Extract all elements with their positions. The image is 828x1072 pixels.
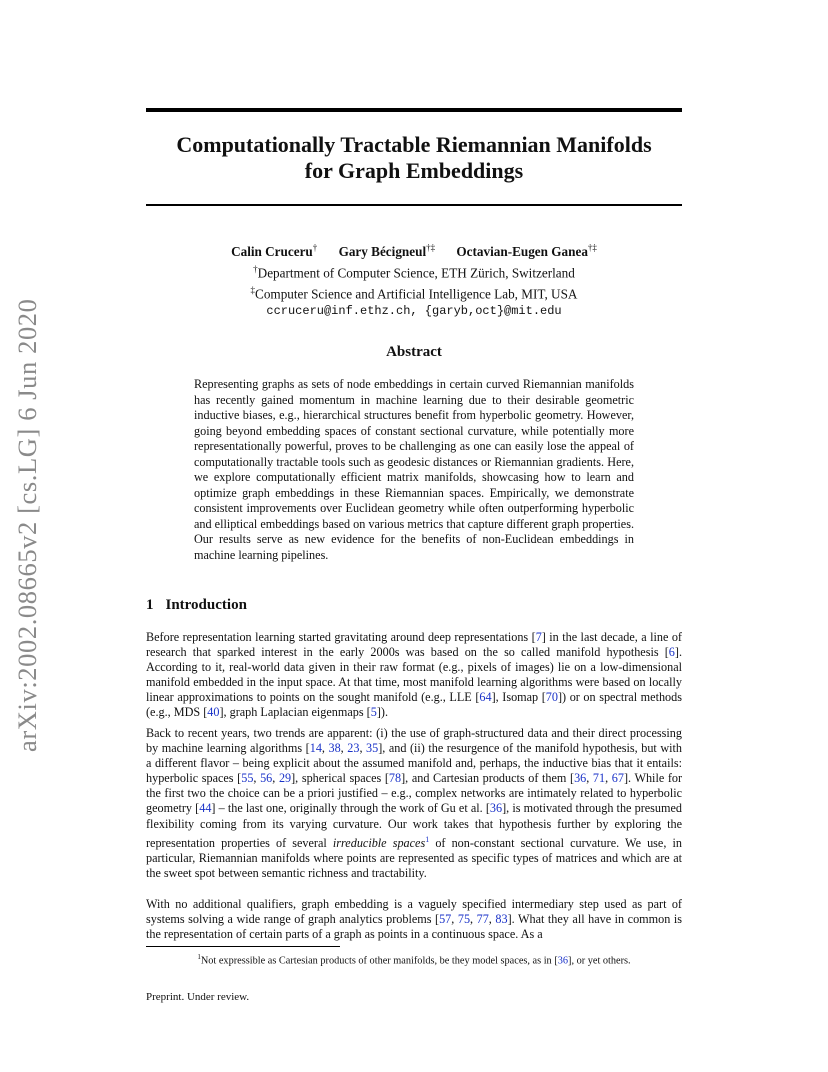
section-number: 1: [146, 597, 154, 613]
affiliation-2: ‡Computer Science and Artificial Intelligence Lab, MIT, USA: [250, 284, 578, 302]
footnote-marker[interactable]: 1: [425, 834, 430, 844]
author-2: Gary Bécigneul†‡: [338, 243, 436, 260]
citation-link[interactable]: 7: [535, 630, 542, 644]
citation-link[interactable]: 67: [611, 771, 624, 786]
citation-link[interactable]: 44: [199, 801, 212, 816]
citation-link[interactable]: 83: [495, 912, 508, 927]
citation-link[interactable]: 36: [574, 771, 587, 786]
affiliation-1: †Department of Computer Science, ETH Zürich, Switzerland: [253, 263, 575, 281]
citation-link[interactable]: 40: [207, 705, 220, 720]
author-1: Calin Cruceru†: [231, 243, 318, 260]
citation-link[interactable]: 5: [370, 705, 377, 720]
author-block: [146, 240, 682, 319]
citation-link[interactable]: 56: [260, 771, 273, 786]
citation-link[interactable]: 23: [347, 741, 360, 756]
emphasis-irreducible-spaces: irreducible spaces: [332, 835, 426, 850]
author-emails: ccruceru@inf.ethz.ch, {garyb,oct}@mit.edu: [266, 303, 562, 318]
citation-link[interactable]: 14: [309, 741, 322, 756]
citation-link[interactable]: 64: [479, 690, 492, 705]
citation-link[interactable]: 78: [388, 771, 402, 786]
citation-link[interactable]: 55: [241, 771, 254, 786]
section-heading-introduction: [146, 597, 247, 614]
citation-link[interactable]: 36: [489, 801, 503, 816]
citation-link[interactable]: 57: [439, 912, 452, 927]
citation-link[interactable]: 75: [457, 912, 471, 927]
footnote-rule: [146, 946, 340, 947]
preprint-note: Preprint. Under review.: [146, 991, 250, 1003]
abstract-heading: Abstract: [386, 344, 442, 360]
intro-paragraph-3: With no additional qualifiers, graph embedding is a vaguely specified intermediary step used as part of systems solving a wide range of graph analytics problems [57, 75, 77, 83]. What they all have in common is the representation of certain parts of a graph as points in a continuous space. As a: [146, 897, 682, 942]
author-3: Octavian-Eugen Ganea†‡: [456, 243, 597, 260]
citation-link[interactable]: 77: [476, 912, 489, 927]
author-names: [146, 240, 682, 261]
citation-link[interactable]: 71: [592, 771, 606, 786]
title-bottom-rule: [146, 204, 682, 206]
arxiv-id-text: arXiv:2002.08665v2 [cs.LG] 6 Jun 2020: [12, 298, 42, 752]
citation-link[interactable]: 35: [366, 741, 379, 756]
section-title: Introduction: [165, 597, 247, 613]
title-line-1: Computationally Tractable Riemannian Manifolds: [176, 132, 652, 157]
title-line-2: for Graph Embeddings: [304, 158, 524, 183]
intro-paragraph-1: Before representation learning started gravitating around deep representations [7] in the last decade, a line of research that sparked interest in the early 2000s was based on the so called manifold hypothesis [6]. According to it, real-world data given in their raw format (e.g., pixels of images) lie on a low-dimensional manifold embedded in the input space. At that time, most manifold learning algorithms were based on locally linear approximations to points on the sought manifold (e.g., LLE [64], Isomap [70]) or on spectral methods (e.g., MDS [40], graph Laplacian eigenmaps [5]).: [146, 630, 682, 720]
title-top-rule: [146, 108, 682, 112]
citation-link[interactable]: 6: [668, 645, 675, 660]
footnote: $^1$Not expressible as Cartesian products of other manifolds, be they model spaces, as in [36], or yet others.: [197, 953, 631, 967]
citation-link[interactable]: 38: [328, 741, 341, 756]
paper-title: [146, 132, 682, 184]
abstract-body: Representing graphs as sets of node embeddings in certain curved Riemannian manifolds has recently gained momentum in machine learning due to their desirable geometric inductive biases, e.g., hierarchical structures benefit from hyperbolic geometry. However, going beyond embedding spaces of constant sectional curvature, while potentially more representationally powerful, proves to be challenging as one can easily lose the appeal of computationally tractable tools such as geodesic distances or Riemannian gradients. Here, we explore computationally efficient matrix manifolds, showcasing how to learn and optimize graph embeddings in these Riemannian spaces. Empirically, we demonstrate consistent improvements over Euclidean geometry while often outperforming hyperbolic and elliptical embeddings based on various metrics that capture different graph properties. Our results serve as new evidence for the benefits of non-Euclidean embeddings in machine learning pipelines.: [194, 377, 634, 562]
intro-paragraph-2: Back to recent years, two trends are apparent: (i) the use of graph-structured data and their direct processing by machine learning algorithms [14, 38, 23, 35], and (ii) the resurgence of the manifold hypothesis, but with a different flavor – being explicit about the assumed manifold and, perhaps, the inductive bias that it entails: hyperbolic spaces [55, 56, 29], spherical spaces [78], and Cartesian products of them [36, 71, 67]. While for the first two the choice can be a priori justified – e.g., complex networks are intimately related to hyperbolic geometry [44] – the last one, originally through the work of Gu et al. [36], is motivated through the presumed flexibility coming from its varying curvature. Our work takes that hypothesis further by exploring the representation properties of several irreducible spaces$^1$ of non-constant sectional curvature. We use, in particular, Riemannian manifolds where points are represented as specific types of matrices and which are at the sweet spot between semantic richness and tractability.: [146, 726, 683, 880]
citation-link[interactable]: 36: [557, 955, 569, 967]
citation-link[interactable]: 70: [545, 690, 558, 705]
citation-link[interactable]: 29: [278, 771, 292, 786]
arxiv-identifier-stamp: [4, 296, 46, 756]
footnote-number: 1: [197, 953, 201, 961]
